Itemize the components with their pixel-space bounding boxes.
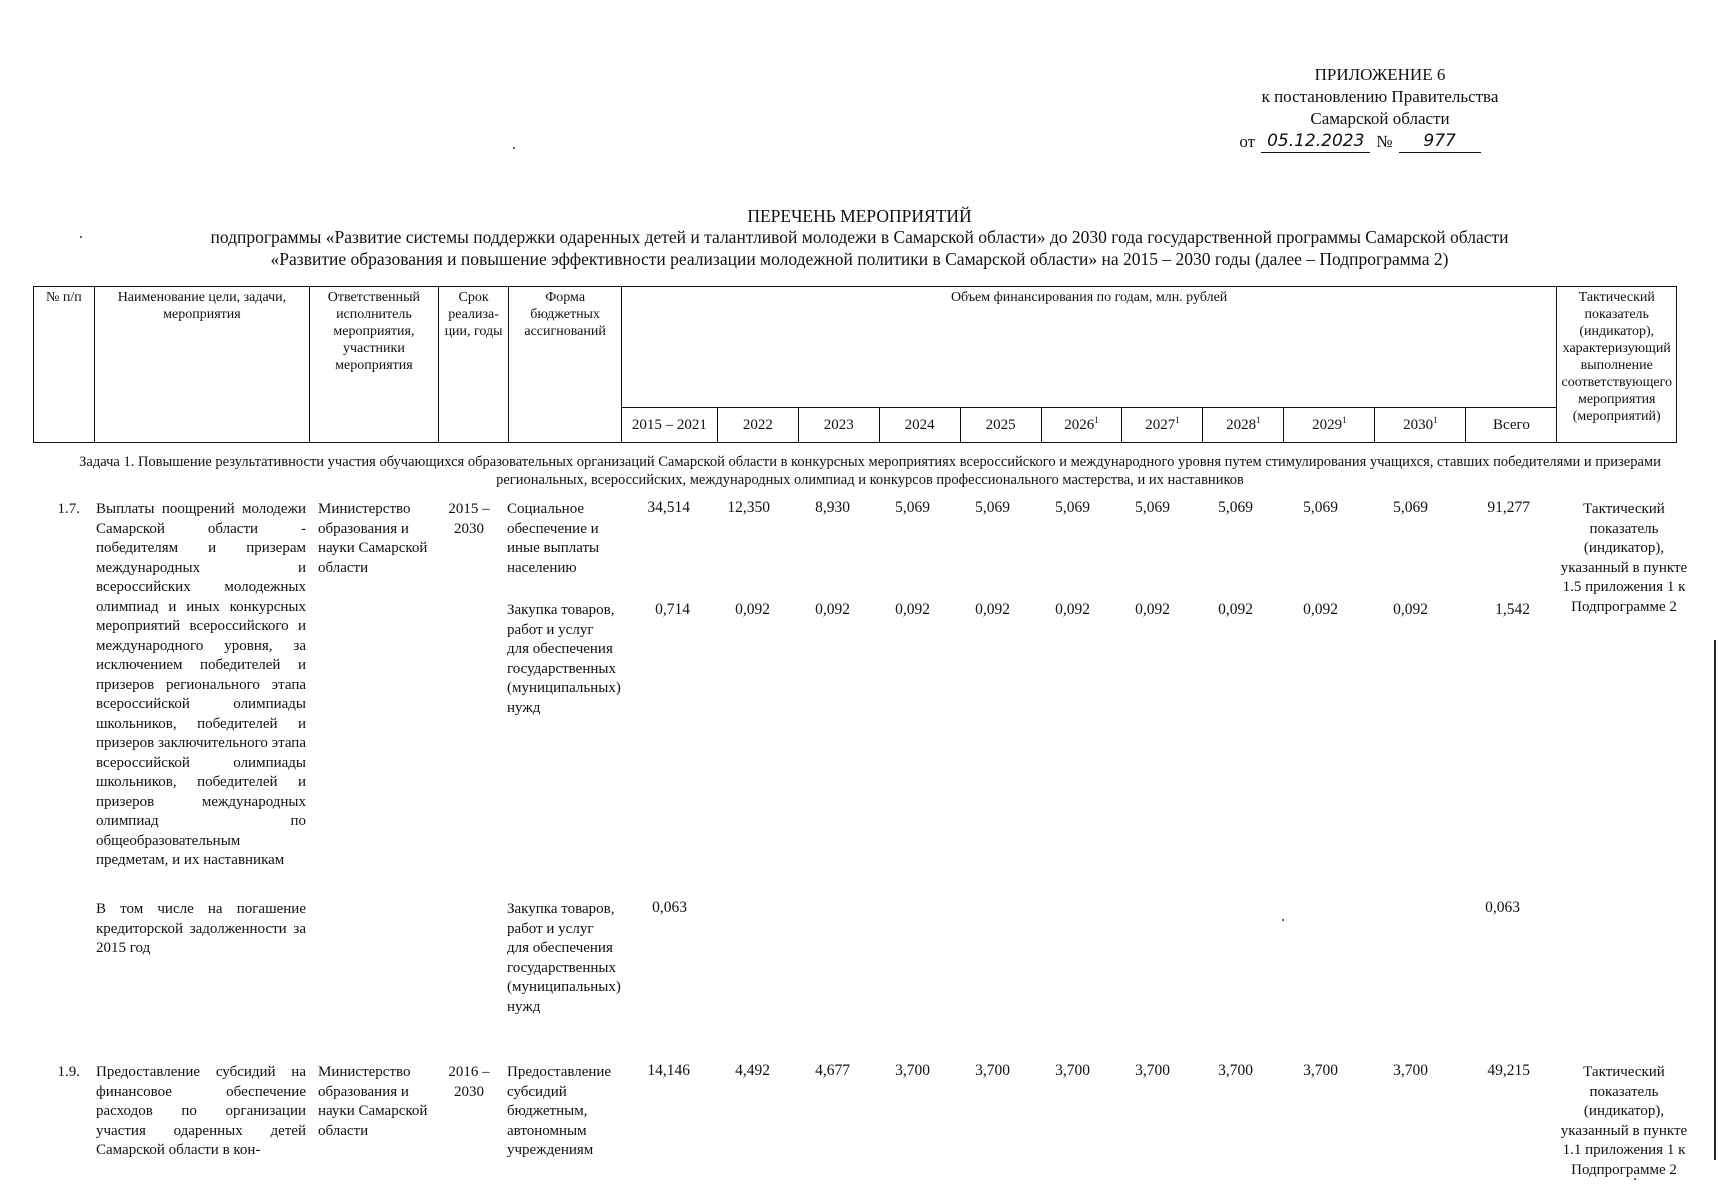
row-name: Выплаты поощрений молодежи Самарской области - победителям и призерам международных и всероссийских молодежных олимпиад и иных конкурсных мероприятий всероссийского и международного уровня, за исключением победителей и призеров регионального этапа всероссийской олимпиады школьников, победителей и призеров заключительного этапа всероссийской олимпиады школьников, победителей и призеров международных олимпиад по общеобразовательным предметам, и их наставникам [96,501,306,868]
value-cell: 5,069 [975,499,1010,516]
value-cell: 0,092 [975,601,1010,618]
scan-speck [1282,919,1284,921]
col-header-funding: Объем финансирования по годам, млн. рублей [621,287,1557,408]
appendix-line3: Самарской области [1310,109,1450,128]
row-form: Закупка товаров, работ и услуг для обеспечения государственных (муниципальных) нужд [507,602,621,716]
year-header: 2026$^1$ [1041,408,1122,443]
value-cell: 0,092 [1135,601,1170,618]
appendix-block [1180,64,1580,153]
value-cell: 5,069 [895,499,930,516]
year-header: 2015 – 2021 [621,408,717,443]
value-cell: 14,146 [647,1062,690,1079]
document-subtitle-line1: подпрограммы «Развитие системы поддержки одаренных детей и талантливой молодежи в Самарской области» до 2030 года государственной программы Самарской области [210,227,1509,247]
col-header-indicator: Тактический показатель (индикатор), характеризующий выполнение соответствующего мероприятия (мероприятий) [1557,287,1677,443]
year-header: 2030$^1$ [1375,408,1466,443]
row-name: Предоставление субсидий на финансовое обеспечение расходов по организации участия одаренных детей Самарской области в кон- [96,1064,306,1158]
col-header-executor: Ответственный исполнитель мероприятия, участники мероприятия [310,287,438,443]
year-header: 2027$^1$ [1122,408,1203,443]
value-cell: 5,069 [1393,499,1428,516]
value-cell: 0,714 [655,601,690,618]
scan-speck [1634,1178,1636,1180]
year-header: 2022 [717,408,798,443]
row-term: 2016 – 2030 [448,1064,490,1100]
value-cell: 4,677 [815,1062,850,1079]
task-1: Задача 1. Повышение результативности участия обучающихся образовательных организаций Самарской области в конкурсных мероприятиях всероссийского и международного уровня путем стимулирования учащихся, ставших победителями и призерами региональных, всероссийских, международных олимпиад и конкурсов профессионального мастерства, и их наставников [79,454,1661,488]
document-subtitle-line2: «Развитие образования и повышение эффективности реализации молодежной политики в Самарской области» на 2015 – 2030 годы (далее – Подпрограмма 2) [270,249,1449,269]
table-header [33,286,1677,443]
value-cell: 3,700 [1218,1062,1253,1079]
value-cell: 5,069 [1135,499,1170,516]
col-header-form: Форма бюджетных ассигнований [509,287,621,443]
value-cell: 0,092 [1303,601,1338,618]
col-header-name: Наименование цели, задачи, мероприятия [94,287,309,443]
value-cell: 3,700 [895,1062,930,1079]
row-form: Закупка товаров, работ и услуг для обеспечения государственных (муниципальных) нужд [507,901,621,1015]
value-cell: 5,069 [1303,499,1338,516]
row-executor: Министерство образования и науки Самарской области [318,1064,428,1139]
appendix-date-number [1140,130,1580,153]
page-edge-line [1714,640,1716,1160]
value-cell: 3,700 [1393,1062,1428,1079]
year-header: 2025 [960,408,1041,443]
value-cell: 8,930 [815,499,850,516]
number-label: № [1376,132,1393,151]
row-form: Предоставление субсидий бюджетным, автономным учреждениям [507,1064,612,1158]
value-cell: 0,092 [1393,601,1428,618]
row-indicator: Тактический показатель (индикатор), указанный в пункте 1.5 приложения 1 к Подпрограмме 2 [1560,501,1688,615]
year-header: 2023 [798,408,879,443]
year-header: 2024 [879,408,960,443]
appendix-line2: к постановлению Правительства [1261,87,1499,106]
row-executor: Министерство образования и науки Самарской области [318,501,428,576]
row-name: В том числе на погашение кредиторской задолженности за 2015 год [96,901,306,956]
value-cell: 0,092 [815,601,850,618]
row-number: 1.9. [57,1064,80,1080]
value-cell: 0,092 [895,601,930,618]
value-cell: 0,092 [1055,601,1090,618]
col-header-term: Срок реализа-ции, годы [438,287,509,443]
value-cell: 12,350 [727,499,770,516]
value-cell: 0,092 [735,601,770,618]
row-number: 1.7. [57,501,80,517]
value-cell: 3,700 [1303,1062,1338,1079]
col-header-num: № п/п [34,287,95,443]
row-term: 2015 – 2030 [448,501,490,537]
value-cell: 0,092 [1218,601,1253,618]
document-heading: ПЕРЕЧЕНЬ МЕРОПРИЯТИЙ [747,206,972,226]
year-header: Всего [1466,408,1557,443]
value-cell: 3,700 [1135,1062,1170,1079]
value-cell: 91,277 [1487,499,1530,516]
value-cell: 3,700 [1055,1062,1090,1079]
year-header: 2028$^1$ [1203,408,1284,443]
year-header: 2029$^1$ [1284,408,1375,443]
value-cell: 5,069 [1218,499,1253,516]
value-cell: 0,063 [1485,899,1520,916]
value-cell: 5,069 [1055,499,1090,516]
scan-speck [513,147,515,149]
row-form: Социальное обеспечение и иные выплаты населению [507,501,600,576]
from-label: от [1239,132,1256,151]
value-cell: 3,700 [975,1062,1010,1079]
value-cell: 4,492 [735,1062,770,1079]
value-cell: 34,514 [647,499,690,516]
row-indicator: Тактический показатель (индикатор), указанный в пункте 1.1 приложения 1 к Подпрограмме 2 [1560,1064,1688,1178]
handwritten-date: 05.12.2023 [1261,130,1370,153]
value-cell: 1,542 [1495,601,1530,618]
appendix-title: ПРИЛОЖЕНИЕ 6 [1314,65,1446,84]
value-cell: 0,063 [652,899,687,916]
value-cell: 49,215 [1487,1062,1530,1079]
handwritten-number: 977 [1399,130,1481,153]
